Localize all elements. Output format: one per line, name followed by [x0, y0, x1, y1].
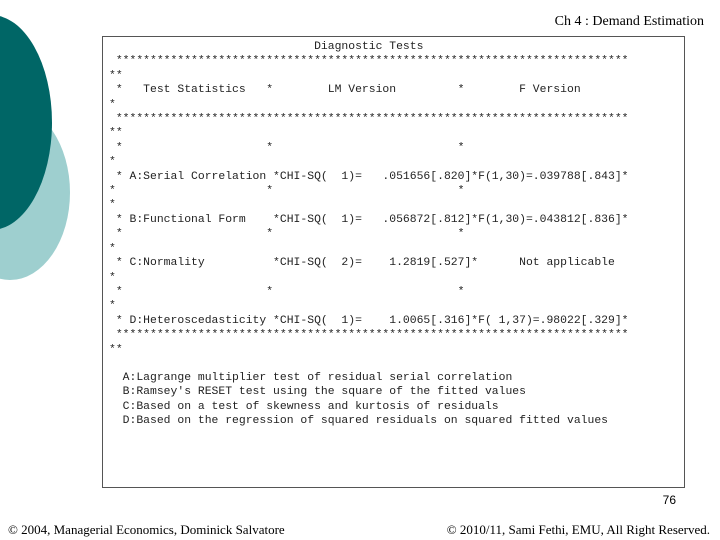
output-line: Diagnostic Tests — [314, 41, 424, 53]
note-line: C:Based on a test of skewness and kurtosis of residuals — [122, 400, 499, 413]
output-line: *************************************************************************** — [115, 55, 629, 68]
output-line: ** — [109, 69, 123, 82]
output-line: * — [109, 156, 116, 169]
output-line: * Test Statistics * LM Version * F Version — [115, 84, 581, 97]
output-line: * — [109, 271, 116, 284]
test-notes-text — [109, 371, 608, 429]
output-line: * D:Heteroscedasticity *CHI-SQ( 1)= 1.0065[.316]*F( 1,37)=.98022[.329]* — [115, 314, 629, 327]
note-line: D:Based on the regression of squared residuals on squared fitted values — [122, 415, 608, 428]
output-line: ** — [109, 343, 123, 356]
output-line: * — [109, 242, 116, 255]
output-line: * * * — [115, 228, 465, 241]
output-line: * A:Serial Correlation *CHI-SQ( 1)= .051656[.820]*F(1,30)=.039788[.843]* — [115, 170, 629, 183]
output-line: *************************************************************************** — [115, 329, 629, 342]
diagnostic-output-panel — [102, 36, 685, 488]
page-number: 76 — [662, 493, 676, 507]
output-line: * C:Normality *CHI-SQ( 2)= 1.2819[.527]* Not applicable — [115, 257, 615, 270]
output-line: * — [109, 300, 116, 313]
output-line: ** — [109, 127, 123, 140]
output-line: * * * — [115, 141, 465, 154]
footer-right-credit: © 2010/11, Sami Fethi, EMU, All Right Reserved. — [446, 522, 710, 537]
output-line: * B:Functional Form *CHI-SQ( 1)= .056872[.812]*F(1,30)=.043812[.836]* — [115, 213, 629, 226]
diagnostic-tests-text — [109, 40, 629, 357]
output-line: * — [109, 98, 116, 111]
note-line: A:Lagrange multiplier test of residual serial correlation — [122, 372, 513, 384]
note-line: B:Ramsey's RESET test using the square of the fitted values — [122, 386, 526, 399]
footer-left-credit: © 2004, Managerial Economics, Dominick Salvatore — [8, 522, 285, 537]
output-line: * — [109, 199, 116, 212]
output-line: * * * — [115, 285, 465, 298]
output-line: *************************************************************************** — [115, 113, 629, 126]
chapter-title: Ch 4 : Demand Estimation — [554, 14, 704, 29]
output-line: * * * — [109, 185, 465, 198]
